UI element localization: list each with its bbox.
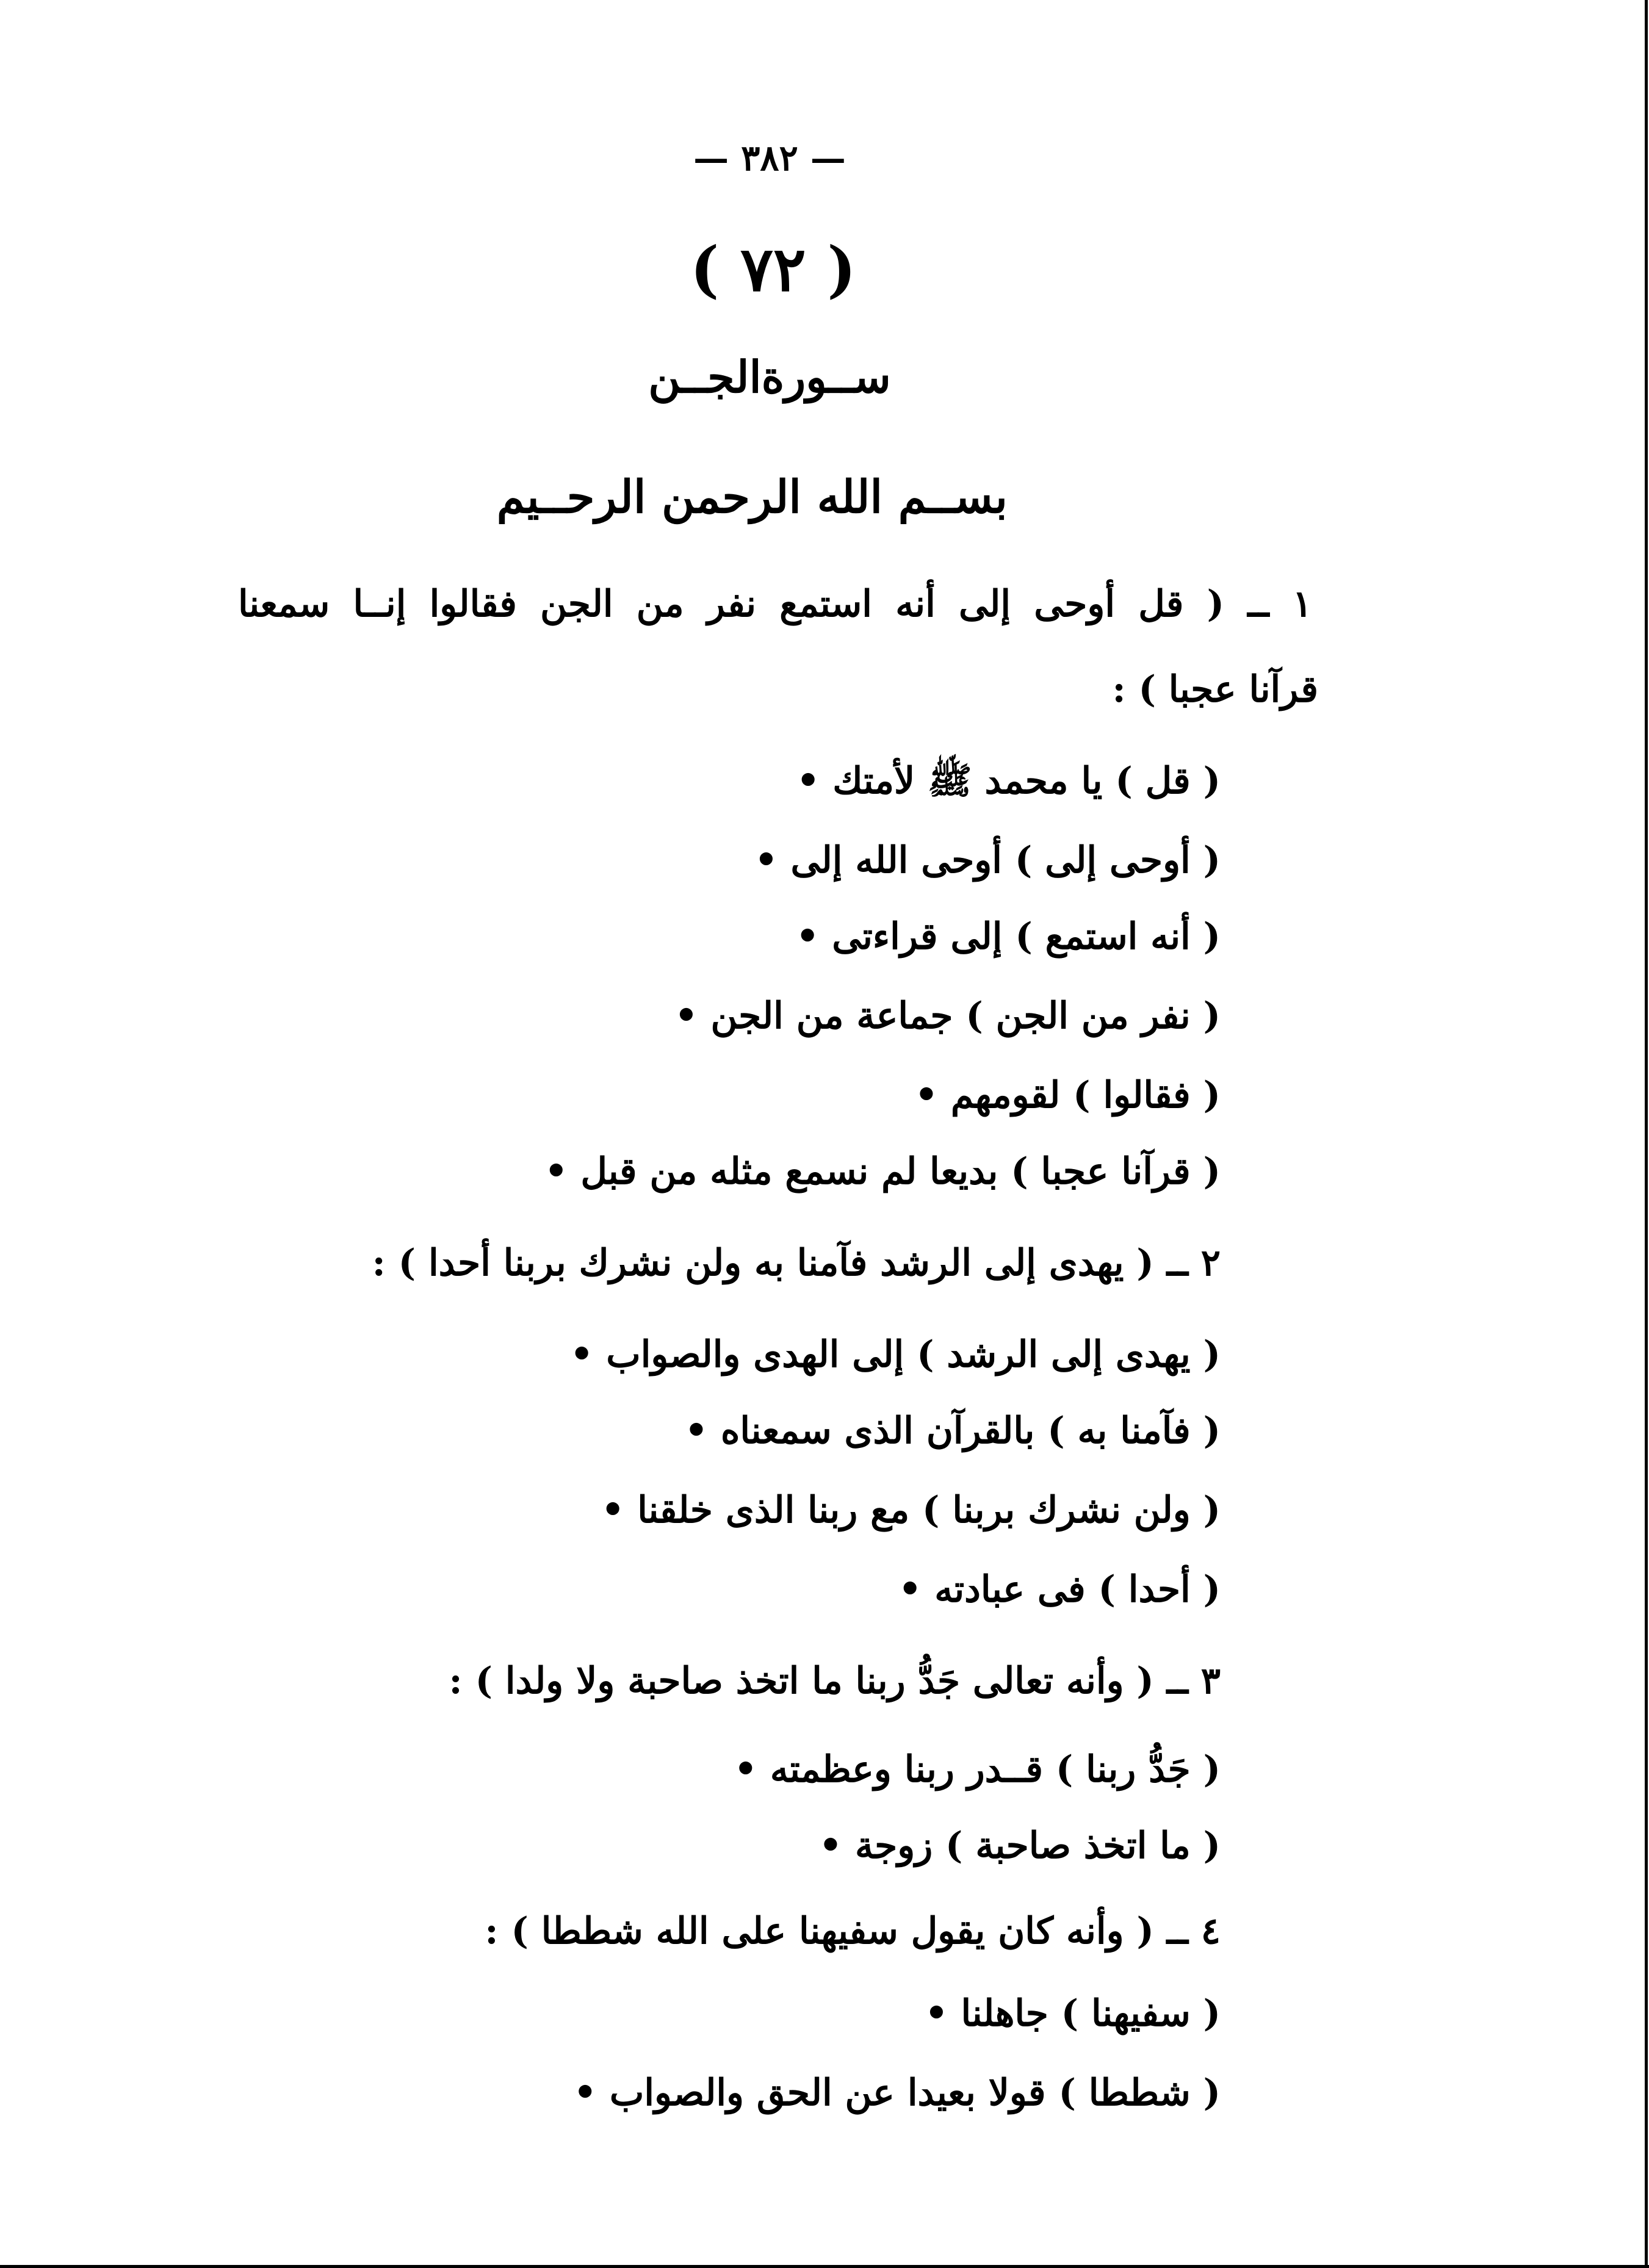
- gloss-line: ( شططا ) قولا بعيدا عن الحق والصواب •: [573, 2072, 1221, 2114]
- gloss-line: ( نفر من الجن ) جماعة من الجن •: [674, 995, 1221, 1037]
- verse-2: ٢ ــ ( يهدى إلى الرشد فآمنا به ولن نشرك بربنا أحدا ) :: [372, 1242, 1221, 1284]
- gloss-line: ( فقالوا ) لقومهم •: [914, 1074, 1221, 1117]
- gloss-line: ( فآمنا به ) بالقرآن الذى سمعناه •: [684, 1409, 1221, 1452]
- gloss-line: ( جَدُّ ربنا ) قــدر ربنا وعظمته •: [734, 1748, 1221, 1791]
- gloss-line: ( ولن نشرك بربنا ) مع ربنا الذى خلقنا •: [601, 1489, 1221, 1532]
- page-border-right: [1645, 0, 1648, 2268]
- page-border-bottom: [0, 2265, 1649, 2268]
- verse-3: ٣ ــ ( وأنه تعالى جَدُّ ربنا ما اتخذ صاحبة ولا ولدا ) :: [449, 1660, 1221, 1702]
- gloss-line: ( قرآنا عجبا ) بديعا لم نسمع مثله من قبل •: [544, 1150, 1221, 1193]
- surah-title: ســورةالجــن: [648, 351, 891, 403]
- gloss-line: ( قل ) يا محمد ﷺ لأمتك •: [796, 760, 1221, 802]
- gloss-line: ( يهدى إلى الرشد ) إلى الهدى والصواب •: [570, 1333, 1221, 1376]
- gloss-line: ( سفيهنا ) جاهلنا •: [925, 1992, 1221, 2035]
- verse-1-line-2: قرآنا عجبا ) :: [1112, 668, 1318, 711]
- verse-1-line-1: ١ ــ ( قل أوحى إلى أنه استمع نفر من الجن فقالوا إنــا سمعنا: [238, 583, 1312, 625]
- gloss-line: ( أنه استمع ) إلى قراءتى •: [795, 915, 1221, 958]
- page-number: — ٣٨٢ —: [693, 137, 846, 179]
- gloss-line: ( ما اتخذ صاحبة ) زوجة •: [818, 1824, 1221, 1867]
- verse-4: ٤ ــ ( وأنه كان يقول سفيهنا على الله شططا ) :: [485, 1910, 1221, 1953]
- gloss-line: ( أوحى إلى ) أوحى الله إلى •: [754, 839, 1221, 882]
- basmala: بســم الله الرحمن الرحــيم: [496, 471, 1008, 524]
- gloss-line: ( أحدا ) فى عبادته •: [898, 1568, 1221, 1611]
- surah-number: ( ٧٢ ): [690, 233, 856, 305]
